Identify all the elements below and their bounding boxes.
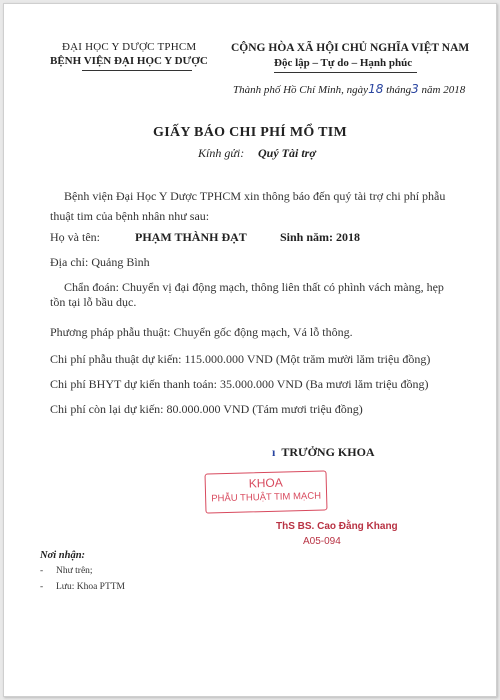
patient-address: Địa chỉ: Quảng Bình	[50, 255, 150, 269]
recipient-text: Như trên;	[56, 566, 93, 576]
cost-surgery: Chi phí phẫu thuật dự kiến: 115.000.000 VND (Một trăm mười lăm triệu đồng)	[50, 352, 431, 366]
recipient-text: Lưu: Khoa PTTM	[56, 582, 126, 592]
recipient-item	[40, 566, 93, 576]
signer-code: A05-094	[303, 536, 341, 547]
department-stamp	[204, 470, 327, 513]
date-day: 18	[368, 82, 384, 96]
recipient-bullet: -	[40, 566, 44, 576]
recipient-bullet: -	[40, 582, 44, 592]
date-line	[233, 82, 465, 96]
motto-underline	[274, 72, 417, 73]
signature-tick: ı	[272, 445, 276, 459]
cost-remaining: Chi phí còn lại dự kiến: 80.000.000 VND (Tám mươi triệu đồng)	[50, 402, 363, 416]
salutation-label: Kính gửi:	[198, 146, 245, 160]
salutation-recipient: Quý Tài trợ	[258, 146, 316, 160]
signer-name: ThS BS. Cao Đằng Khang	[276, 521, 398, 532]
stamp-line-1: KHOA	[248, 475, 283, 491]
date-month-label: tháng	[386, 84, 412, 96]
date-prefix: Thành phố Hồ Chí Minh, ngày	[233, 84, 369, 96]
recipients-label: Nơi nhận:	[40, 550, 86, 561]
head-title-text: TRƯỞNG KHOA	[281, 445, 375, 459]
surgery-method: Phương pháp phẫu thuật: Chuyển gốc động mạch, Vá lỗ thông.	[50, 325, 353, 339]
hospital-underline	[82, 70, 192, 71]
stamp-line-2: PHẪU THUẬT TIM MẠCH	[211, 490, 322, 505]
patient-name-label: Họ và tên:	[50, 230, 100, 244]
diagnosis-text: Chẩn đoán: Chuyển vị đại động mạch, thông liên thất có phình vách màng, hẹp tồn tại lỗ bầu dục.	[50, 280, 444, 309]
intro-paragraph: Bệnh viện Đại Học Y Dược TPHCM xin thông báo đến quý tài trợ chi phí phẫu thuật tim của bệnh nhân như sau:	[50, 189, 446, 223]
nation-title: CỘNG HÒA XÃ HỘI CHỦ NGHĨA VIỆT NAM	[231, 42, 470, 54]
hospital-name: BỆNH VIỆN ĐẠI HỌC Y DƯỢC	[50, 55, 208, 67]
date-year: năm 2018	[421, 84, 466, 96]
department-head-title	[272, 445, 375, 460]
document-title: GIẤY BÁO CHI PHÍ MỔ TIM	[153, 125, 347, 140]
date-month: 3	[411, 82, 419, 96]
document-page	[3, 3, 497, 697]
cost-insurance: Chi phí BHYT dự kiến thanh toán: 35.000.000 VND (Ba mươi lăm triệu đồng)	[50, 377, 429, 391]
recipient-item	[40, 582, 125, 592]
patient-name: PHẠM THÀNH ĐẠT	[135, 230, 247, 244]
national-motto: Độc lập – Tự do – Hạnh phúc	[274, 57, 413, 69]
university-name: ĐẠI HỌC Y DƯỢC TPHCM	[62, 41, 197, 53]
patient-birth-year: Sinh năm: 2018	[280, 230, 361, 244]
